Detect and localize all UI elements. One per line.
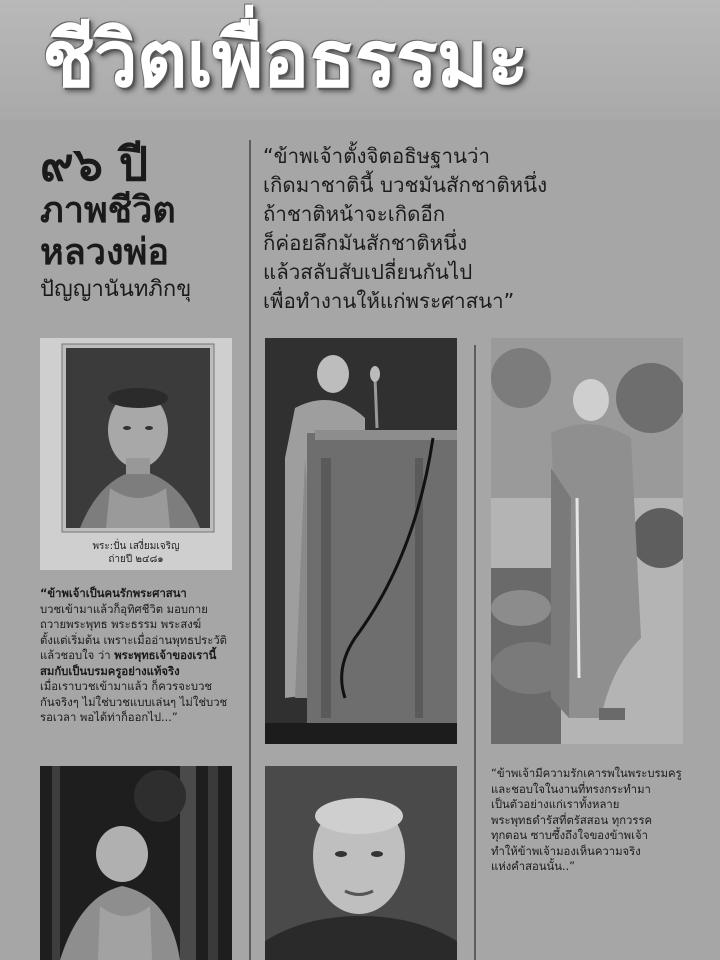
portrait-image — [40, 338, 232, 570]
portrait-photo-1941 — [40, 338, 232, 570]
heading-line-3: ปัญญานันทภิกขุ — [40, 277, 192, 302]
quote-line: “ข้าพเจ้าตั้งจิตอธิษฐานว่า — [263, 144, 491, 168]
standing-image — [491, 338, 683, 744]
para-line: เมื่อเราบวชเข้ามาแล้ว ก็ควรจะบวช — [40, 680, 213, 693]
para-line-bold-tail: พระพุทธเจ้าของเรานี้ — [114, 649, 217, 662]
portrait-caption-year: ถ่ายปี ๒๔๘๑ — [108, 554, 164, 565]
left-paragraph — [40, 586, 240, 726]
heading-block — [40, 138, 240, 304]
para-line-head: แล้วชอบใจ ว่า — [40, 649, 115, 662]
para-line: และชอบใจในงานที่ทรงกระทำมา — [491, 782, 651, 796]
quote-line: ก็ค่อยลึกมันสักชาติหนึ่ง — [263, 231, 468, 255]
closeup-image — [265, 766, 457, 960]
age-heading: ๙๖ ปี — [40, 137, 149, 191]
quote-line: เกิดมาชาตินี้ บวชมันสักชาติหนึ่ง — [263, 173, 548, 197]
quote-line: แล้วสลับสับเปลี่ยนกันไป — [263, 260, 473, 284]
para-line: บวชเข้ามาแล้วก็อุทิศชีวิต มอบกาย — [40, 602, 208, 616]
title-banner — [0, 0, 720, 120]
forest-image — [40, 766, 232, 960]
main-quote — [263, 142, 703, 316]
standing-photo — [491, 338, 683, 744]
para-line: แห่งคำสอนนั้น..” — [491, 860, 576, 873]
para-line: ถวายพระพุทธ พระธรรม พระสงฆ์ — [40, 618, 202, 631]
page-title: ชีวิตเพื่อธรรมะ — [42, 15, 529, 105]
para-line-mixed — [40, 648, 240, 664]
para-line: เป็นตัวอย่างแก่เราทั้งหลาย — [491, 798, 620, 811]
para-line: “ข้าพเจ้ามีความรักเคารพในพระบรมครู — [491, 767, 682, 780]
podium-image — [265, 338, 457, 744]
para-line: สมกับเป็นบรมครูอย่างแท้จริง — [40, 664, 180, 678]
para-line: พระพุทธดำรัสที่ตรัสสอน ทุกวรรค — [491, 813, 653, 827]
para-line: ตั้งแต่เริ่มต้น เพราะเมื่ออ่านพุทธประวัติ — [40, 633, 227, 647]
quote-line: เพื่อทำงานให้แก่พระศาสนา” — [263, 289, 515, 313]
heading-line-1: ภาพชีวิต — [40, 190, 176, 231]
para-line: ทุกตอน ซาบซึ้งถึงใจของข้าพเจ้า — [491, 829, 648, 842]
para-line: ทำให้ข้าพเจ้ามองเห็นความจริง — [491, 844, 641, 858]
para-line: กันจริงๆ ไม่ใช่บวชแบบเล่นๆ ไม่ใช่บวช — [40, 695, 228, 709]
right-paragraph — [491, 766, 696, 875]
column-divider-right — [474, 345, 476, 960]
heading-line-2: หลวงพ่อ — [40, 232, 169, 273]
portrait-caption-name: พระ:ปั่น เสงี่ยมเจริญ — [92, 541, 180, 552]
para-line: “ข้าพเจ้าเป็นคนรักพระศาสนา — [40, 587, 187, 600]
para-line: รอเวลา พอได้ท่าก็ออกไป...” — [40, 711, 178, 724]
column-divider-left — [249, 140, 251, 960]
podium-photo — [265, 338, 457, 744]
quote-line: ถ้าชาติหน้าจะเกิดอีก — [263, 202, 446, 226]
closeup-photo — [265, 766, 457, 960]
forest-photo — [40, 766, 232, 960]
